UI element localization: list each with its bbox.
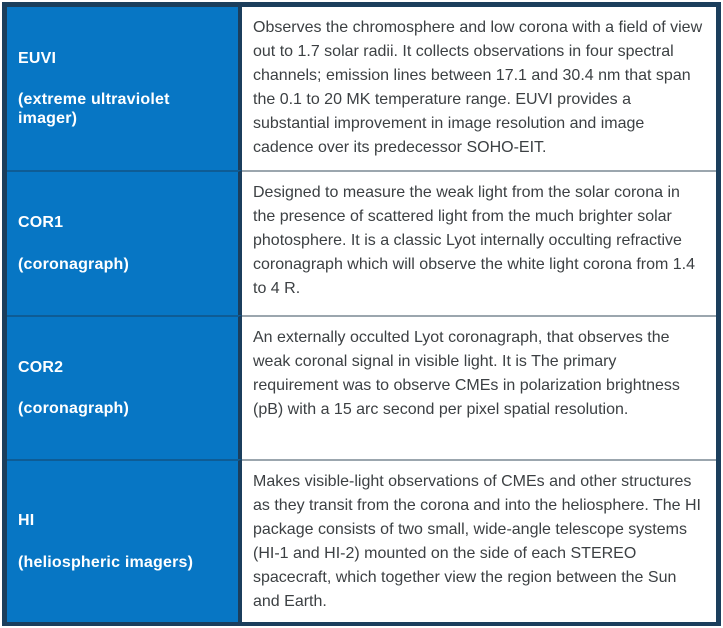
instrument-description: An externally occulted Lyot coronagraph, that observes the weak coronal signal in visible light. It is The primary requirement was to observe CMEs in polarization brightness (pB) with a 15 arc second per pixel spatial resolution. (253, 329, 680, 418)
instrument-description: Observes the chromosphere and low corona with a field of view out to 1.7 solar radii. It collects observations in four spectral channels; emission lines between 17.1 and 30.4 nm that span the 0.1 to 20 MK temperature range. EUVI provides a substantial improvement in image resolution and image cadence over its predecessor SOHO-EIT. (253, 19, 703, 156)
instrument-name: EUVI (18, 49, 57, 67)
instrument-name: COR1 (18, 214, 64, 232)
instrument-subtitle: (heliospheric imagers) (18, 553, 194, 571)
instrument-name: HI (18, 512, 35, 530)
instrument-table (2, 2, 721, 626)
instrument-description-cell-euvi (242, 7, 716, 170)
instrument-description-cell-hi (242, 459, 716, 622)
instrument-subtitle: (coronagraph) (18, 255, 130, 273)
instrument-description-cell-cor1 (242, 170, 716, 315)
instrument-description-cell-cor2 (242, 315, 716, 459)
instrument-description: Makes visible-light observations of CMEs and other structures as they transit from the corona and into the heliosphere. The HI package consists of two small, wide-angle telescope systems (HI-1 and HI-2) mounted on the side of each STEREO spacecraft, which together view the region between the Sun and Earth. (253, 473, 701, 610)
instrument-name-cell-hi (7, 459, 242, 622)
instrument-subtitle: (extreme ultraviolet imager) (18, 90, 170, 128)
instrument-name-cell-cor2 (7, 315, 242, 459)
instrument-name-cell-cor1 (7, 170, 242, 315)
instrument-description: Designed to measure the weak light from the solar corona in the presence of scattered light from the much brighter solar photosphere. It is a classic Lyot internally occulting refractive coronagraph which will observe the white light corona from 1.4 to 4 R. (253, 184, 696, 297)
instrument-name: COR2 (18, 358, 64, 376)
instrument-name-cell-euvi (7, 7, 242, 170)
instrument-subtitle: (coronagraph) (18, 400, 130, 417)
